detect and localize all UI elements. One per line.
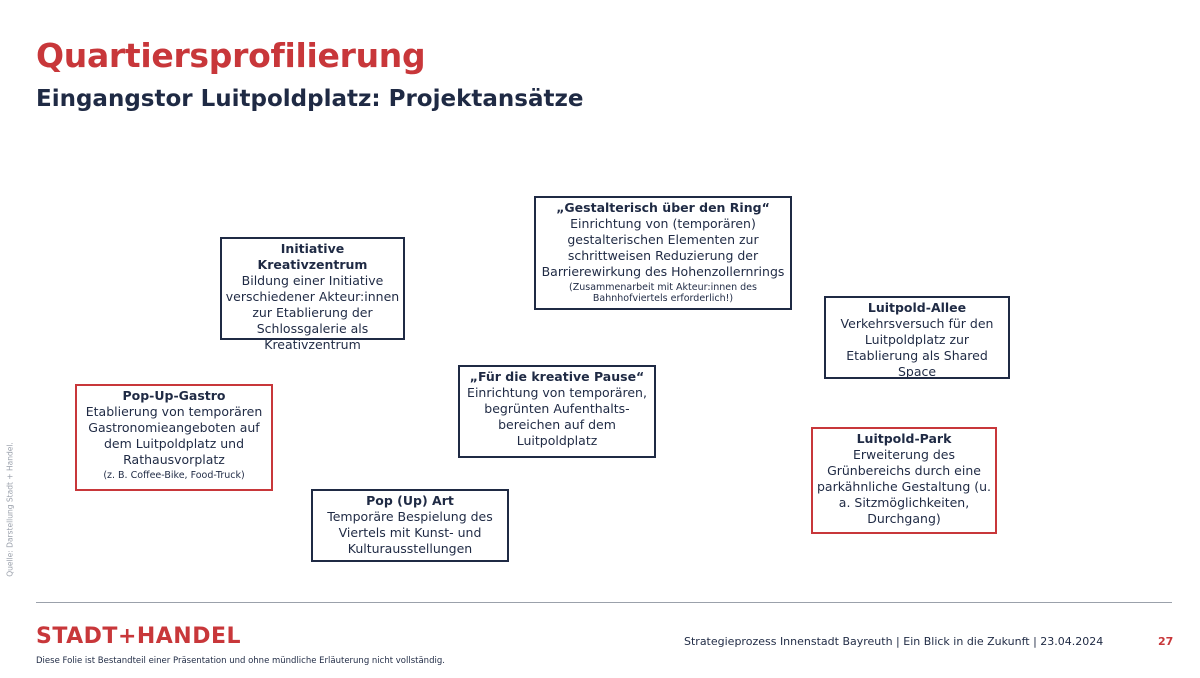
box-gestalterisch-ueber-den-ring [534, 196, 792, 310]
page-number: 27 [1158, 635, 1174, 648]
box-text: Bildung einer Initiative verschiedener Akteur:innen zur Etablierung der Schlossgalerie als Kreativzentrum [225, 273, 400, 352]
stadt-handel-logo: STADT+HANDEL [36, 624, 242, 649]
box-text: Verkehrsversuch für den Luitpoldplatz zur Etablierung als Shared Space [840, 316, 994, 379]
footer-text: Strategieprozess Innenstadt Bayreuth | Ein Blick in die Zukunft | 23.04.2024 [684, 635, 1104, 648]
box-text: Etablierung von temporären Gastronomieangeboten auf dem Luitpoldplatz und Rathausvorplatz [85, 404, 263, 467]
box-heading: Luitpold-Park [856, 431, 952, 446]
page-subtitle: Eingangstor Luitpoldplatz: Projektansätze [36, 86, 584, 112]
box-heading: Initiative Kreativzentrum [257, 241, 368, 272]
box-pop-up-art [311, 489, 509, 562]
box-note: (z. B. Coffee-Bike, Food-Truck) [103, 470, 245, 481]
disclaimer-text: Diese Folie ist Bestandteil einer Präsentation und ohne mündliche Erläuterung nicht vollständig. [36, 656, 445, 666]
box-luitpold-allee [824, 296, 1010, 379]
box-pop-up-gastro [75, 384, 273, 491]
footer-divider [36, 602, 1172, 603]
page-title: Quartiersprofilierung [36, 36, 426, 75]
box-text: Einrichtung von (temporären) gestalterischen Elementen zur schrittweisen Reduzierung der Barrierewirkung des Hohenzollernrings [541, 216, 785, 279]
box-heading: Luitpold-Allee [867, 300, 967, 315]
box-luitpold-park [811, 427, 997, 534]
box-text: Einrichtung von temporären, begrünten Aufenthalts-bereichen auf dem Luitpoldplatz [467, 385, 647, 448]
box-fuer-die-kreative-pause [458, 365, 656, 458]
box-note: (Zusammenarbeit mit Akteur:innen des Bahnhofviertels erforderlich!) [569, 282, 757, 304]
box-text: Temporäre Bespielung des Viertels mit Kunst- und Kulturausstellungen [327, 509, 493, 556]
box-heading: Pop-Up-Gastro [122, 388, 226, 403]
box-heading: Pop (Up) Art [366, 493, 454, 508]
box-heading: „Für die kreative Pause“ [469, 369, 645, 384]
box-text: Erweiterung des Grünbereichs durch eine parkähnliche Gestaltung (u. a. Sitzmöglichkeiten, Durchgang) [816, 447, 991, 526]
box-heading: „Gestalterisch über den Ring“ [556, 200, 770, 215]
box-initiative-kreativzentrum [220, 237, 405, 352]
source-note: Quelle: Darstellung Stadt + Handel. [5, 442, 15, 577]
